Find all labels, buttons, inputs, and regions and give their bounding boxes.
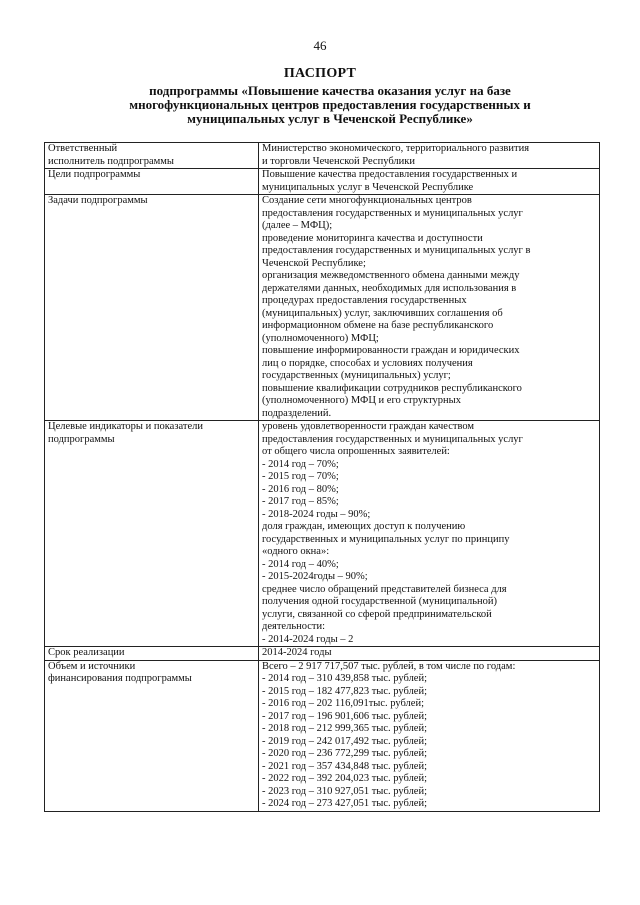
row-value-line: Всего – 2 917 717,507 тыс. рублей, в том числе по годам: <box>262 660 516 672</box>
row-value-line: государственных и муниципальных услуг по принципу <box>262 533 510 545</box>
row-value-line: доля граждан, имеющих доступ к получению <box>262 521 466 532</box>
row-value-line: от общего числа опрошенных заявителей: <box>262 446 450 457</box>
row-value-cell <box>259 660 600 811</box>
passport-table <box>44 142 600 812</box>
row-value-line: Министерство экономического, территориального развития <box>262 143 530 154</box>
row-value-line: - 2022 год – 392 204,023 тыс. рублей; <box>262 773 428 784</box>
row-value-line: держателями данных, необходимых для использования в <box>262 282 517 294</box>
row-value-line: «одного окна»: <box>262 546 330 557</box>
row-value-cell <box>259 421 600 647</box>
row-label-line: подпрограммы <box>48 433 115 445</box>
row-value-line: получения одной государственной (муниципальной) <box>262 596 497 607</box>
row-value-line: - 2016 год – 80%; <box>262 483 339 495</box>
row-value-line: повышение информированности граждан и юридических <box>262 345 520 356</box>
row-label-line: финансирования подпрограммы <box>48 673 192 684</box>
row-value-line: - 2017 год – 85%; <box>262 496 339 507</box>
row-value-line: предоставления государственных и муниципальных услуг <box>262 433 523 445</box>
row-value-line: - 2015 год – 182 477,823 тыс. рублей; <box>262 685 428 697</box>
row-value-line: 2014-2024 годы <box>262 647 332 658</box>
subtitle-line: многофункциональных центров предоставления государственных и <box>129 98 531 112</box>
row-value-line: (далее – МФЦ); <box>262 220 333 231</box>
row-value-cell <box>259 647 600 661</box>
table-row <box>45 195 600 421</box>
row-value-line: повышение квалификации сотрудников республиканского <box>262 382 522 394</box>
row-label-cell <box>45 421 259 647</box>
row-value-line: подразделений. <box>262 407 332 419</box>
row-label-line: Объем и источники <box>48 660 136 672</box>
row-value-line: - 2014 год – 40%; <box>262 558 339 570</box>
row-value-line: (муниципальных) услуг, заключивших соглашения об <box>262 307 503 319</box>
row-value-cell <box>259 143 600 169</box>
table-row <box>45 143 600 169</box>
row-value-line: - 2016 год – 202 116,091тыс. рублей; <box>262 698 424 709</box>
row-value-line: - 2023 год – 310 927,051 тыс. рублей; <box>262 785 428 797</box>
row-value-cell <box>259 195 600 421</box>
row-value-line: информационном обмене на базе республиканского <box>262 320 494 331</box>
row-label-cell <box>45 195 259 421</box>
row-value-line: Создание сети многофункциональных центров <box>262 195 472 206</box>
row-label-line: Цели подпрограммы <box>48 169 141 180</box>
document-subtitle <box>60 84 600 126</box>
row-value-line: - 2014 год – 70%; <box>262 458 339 470</box>
document-title: ПАСПОРТ <box>283 66 357 81</box>
table-row <box>45 421 600 647</box>
table-row <box>45 169 600 195</box>
row-value-line: - 2014 год – 310 439,858 тыс. рублей; <box>262 673 428 684</box>
page-number: 46 <box>313 38 327 53</box>
row-value-line: лиц о порядке, способах и условиях получения <box>262 357 473 369</box>
row-label-cell <box>45 143 259 169</box>
row-label-line: Ответственный <box>48 143 118 154</box>
row-value-line: уровень удовлетворенности граждан качеством <box>262 421 475 432</box>
row-label-cell <box>45 647 259 661</box>
row-value-line: среднее число обращений представителей бизнеса для <box>262 583 507 595</box>
row-label-line: исполнитель подпрограммы <box>48 155 174 167</box>
table-row <box>45 647 600 661</box>
row-value-cell <box>259 169 600 195</box>
row-value-line: - 2021 год – 357 434,848 тыс. рублей; <box>262 760 428 772</box>
row-value-line: - 2014-2024 годы – 2 <box>262 633 354 645</box>
row-value-line: - 2015-2024годы – 90%; <box>262 571 368 582</box>
row-value-line: муниципальных услуг в Чеченской Республике <box>262 181 474 193</box>
row-value-line: (уполномоченного) МФЦ и его структурных <box>262 395 461 406</box>
row-value-line: организация межведомственного обмена данными между <box>262 270 520 281</box>
row-label-line: Целевые индикаторы и показатели <box>48 421 203 432</box>
row-value-line: - 2018-2024 годы – 90%; <box>262 508 371 520</box>
row-value-line: - 2019 год – 242 017,492 тыс. рублей; <box>262 735 428 747</box>
row-value-line: Повышение качества предоставления государственных и <box>262 169 518 180</box>
row-value-line: услуги, связанной со сферой предпринимательской <box>262 608 492 620</box>
row-label-line: Задачи подпрограммы <box>48 195 148 206</box>
row-value-line: - 2020 год – 236 772,299 тыс. рублей; <box>262 748 428 759</box>
subtitle-line: подпрограммы «Повышение качества оказания услуг на базе <box>149 84 511 98</box>
row-value-line: (уполномоченного) МФЦ; <box>262 332 379 344</box>
passport-table-body <box>45 143 600 812</box>
row-label-cell <box>45 169 259 195</box>
row-value-line: предоставления государственных и муниципальных услуг в <box>262 245 531 256</box>
row-label-line: Срок реализации <box>48 647 125 658</box>
row-value-line: деятельности: <box>262 621 326 632</box>
row-value-line: проведение мониторинга качества и доступности <box>262 232 483 244</box>
row-value-line: Чеченской Республике; <box>262 257 366 269</box>
row-value-line: и торговли Чеченской Республики <box>262 155 415 167</box>
row-value-line: - 2015 год – 70%; <box>262 471 339 482</box>
row-label-cell <box>45 660 259 811</box>
row-value-line: - 2024 год – 273 427,051 тыс. рублей; <box>262 798 428 809</box>
table-row <box>45 660 600 811</box>
row-value-line: - 2017 год – 196 901,606 тыс. рублей; <box>262 710 428 722</box>
row-value-line: - 2018 год – 212 999,365 тыс. рублей; <box>262 723 428 734</box>
subtitle-line: муниципальных услуг в Чеченской Республике» <box>187 112 473 126</box>
row-value-line: предоставления государственных и муниципальных услуг <box>262 207 523 219</box>
row-value-line: государственных (муниципальных) услуг; <box>262 370 451 381</box>
row-value-line: процедурах предоставления государственных <box>262 295 467 306</box>
